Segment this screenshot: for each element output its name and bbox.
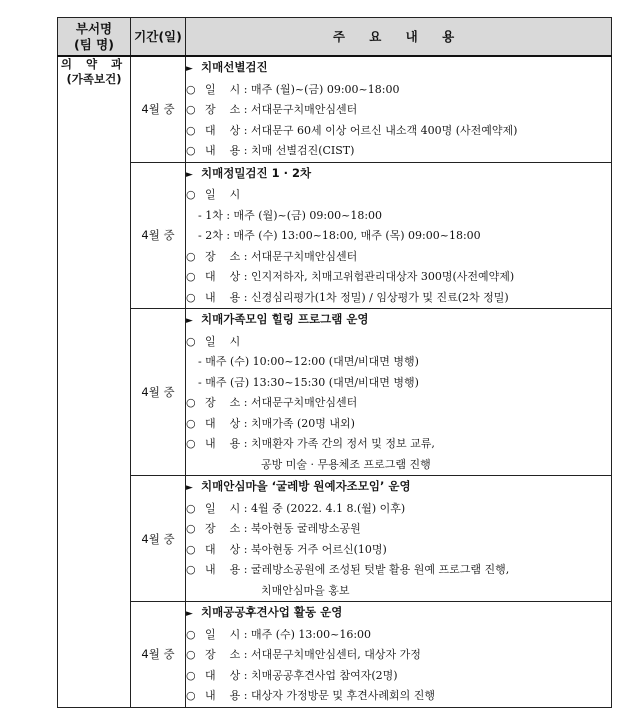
program-row [58, 162, 612, 309]
period-cell: 4월 중 [131, 602, 186, 708]
bullet-icon: ○ [186, 522, 196, 535]
bullet-icon: ○ [186, 563, 196, 576]
header-period: 기간(일) [131, 18, 186, 57]
content-cell: ► 치매선별검진 ○ 일 시 : 매주 (월)~(금) 09:00~18:00 ○ 장 소 : 서대문구치매안심센터 ○ 대 상 : 서대문구 60세 이상 어르신 내소객 400명 (사전예약제) ○ 내 용 : 치매 선별검진(CIST) [186, 56, 612, 162]
arrow-icon: ► [186, 169, 193, 180]
program-row [58, 309, 612, 476]
period-cell: 4월 중 [131, 162, 186, 309]
bullet-icon: ○ [186, 82, 196, 96]
bullet-icon: ○ [186, 542, 196, 556]
bullet-icon: ○ [186, 123, 196, 137]
program-title: 치매정밀검진 1 · 2차 [201, 165, 312, 180]
program-title: 치매선별검진 [201, 60, 268, 74]
program-row [58, 476, 612, 602]
content-cell: ► 치매가족모임 힐링 프로그램 운영 ○ 일 시 - 매주 (수) 10:00~12:00 (대면/비대면 병행) - 매주 (금) 13:30~15:30 (대면/비대면 병행) ○ 장 소 : 서대문구치매안심센터 ○ 대 상 : 치매가족 (20명 내외) ○ 내 용 : 치매환자 가족 간의 정서 및 정보 교류, 공방 미술 · 무용체조 프로그램 진행 [186, 309, 612, 476]
bullet-icon: ○ [186, 290, 196, 304]
row-text: 일 시 [205, 82, 241, 96]
program-title: 치매가족모임 힐링 프로그램 운영 [201, 312, 369, 326]
period-cell: 4월 중 [131, 56, 186, 162]
bullet-icon: ○ [186, 501, 196, 515]
arrow-icon: ► [186, 64, 193, 74]
program-title: 치매공공후견사업 활동 운영 [201, 605, 343, 619]
period-cell: 4월 중 [131, 309, 186, 476]
dept-cell: 의 약 과 (가족보건) [58, 56, 131, 707]
bullet-icon: ○ [186, 396, 196, 409]
bullet-icon: ○ [186, 437, 196, 450]
bullet-icon: ○ [186, 334, 196, 348]
bullet-icon: ○ [186, 249, 196, 263]
bullet-icon: ○ [186, 144, 196, 157]
bullet-icon: ○ [186, 270, 196, 283]
content-cell: ► 치매안심마을 ‘굴레방 원예자조모임’ 운영 ○ 일 시 : 4월 중 (2022. 4.1 8.(월) 이후) ○ 장 소 : 북아현동 굴레방소공원 ○ 대 상 : 북아현동 거주 어르신(10명) ○ 내 용 : 굴레방소공원에 조성된 텃밭 활용 원예 프로그램 진행, 치매안심마을 홍보 [186, 476, 612, 602]
bullet-icon: ○ [186, 648, 196, 661]
program-row [58, 602, 612, 708]
arrow-icon: ► [186, 483, 193, 493]
bullet-icon: ○ [186, 416, 196, 430]
header-dept: 부서명 (팀 명) [58, 18, 131, 57]
schedule-table [57, 17, 612, 708]
content-cell: ► 치매공공후견사업 활동 운영 ○ 일 시 : 매주 (수) 13:00~16:00 ○ 장 소 : 서대문구치매안심센터, 대상자 가정 ○ 대 상 : 치매공공후견사업 참여자(2명) ○ 내 용 : 대상자 가정방문 및 후견사례회의 진행 [186, 602, 612, 708]
program-title: 치매안심마을 ‘굴레방 원예자조모임’ 운영 [201, 479, 411, 493]
header-content: 주 요 내 용 [186, 18, 612, 57]
content-cell: ► 치매정밀검진 1 · 2차 ○ 일 시 - 1차 : 매주 (월)~(금) 09:00~18:00 - 2차 : 매주 (수) 13:00~18:00, 매주 (목) 09:00~18:00 ○ 장 소 : 서대문구치매안심센터 ○ 대 상 : 인지저하자, 치매고위험관리대상자 300명(사전예약제) ○ 내 용 : 신경심리평가(1차 정밀) / 임상평가 및 진료(2차 정밀) [186, 162, 612, 309]
bullet-icon: ○ [186, 188, 196, 201]
period-cell: 4월 중 [131, 476, 186, 602]
arrow-icon: ► [186, 609, 193, 619]
program-row [58, 56, 612, 162]
bullet-icon: ○ [186, 627, 196, 641]
bullet-icon: ○ [186, 668, 196, 682]
bullet-icon: ○ [186, 689, 196, 702]
arrow-icon: ► [186, 316, 193, 326]
bullet-icon: ○ [186, 103, 196, 116]
header-row [58, 18, 612, 57]
